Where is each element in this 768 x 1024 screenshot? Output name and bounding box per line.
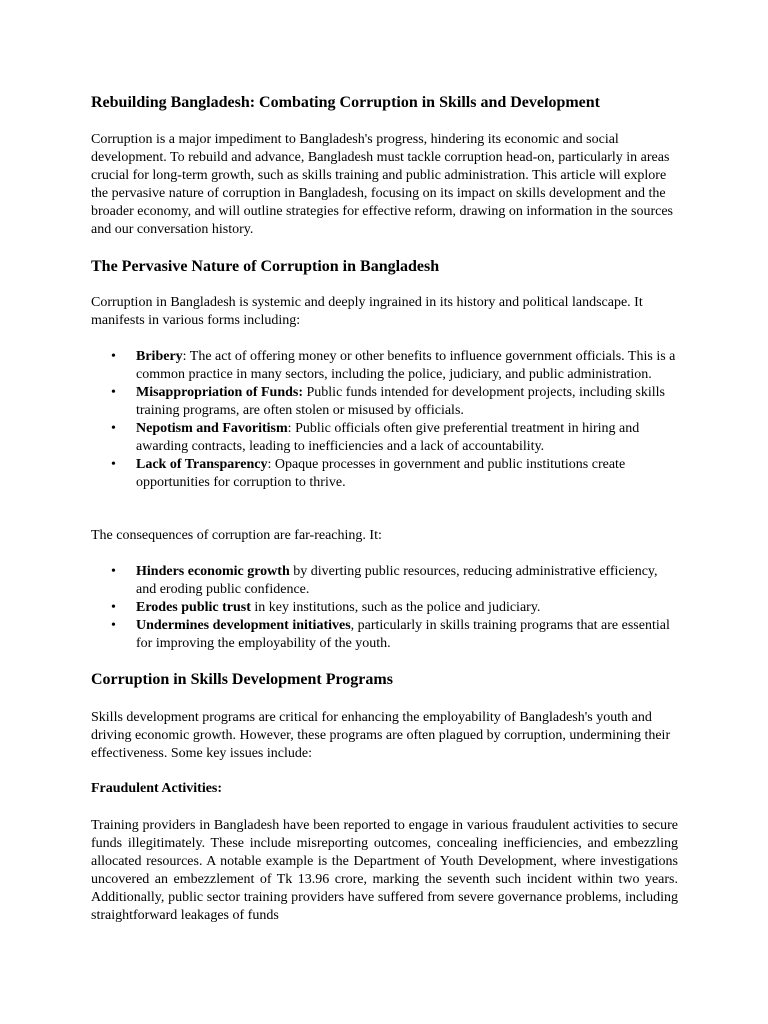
list-item-term: Misappropriation of Funds: (136, 385, 303, 400)
corruption-forms-list (91, 348, 678, 492)
fraud-subheading (91, 780, 678, 798)
list-item-text: , particularly in skills training programs that are essential for improving the employability of the youth. (136, 618, 670, 651)
list-item-sep: : (182, 349, 187, 364)
list-item (136, 384, 678, 420)
list-item-text: in key institutions, such as the police and judiciary. (250, 600, 541, 615)
pervasive-paragraph: Corruption in Bangladesh is systemic and deeply ingrained in its history and political landscape. It manifests in various forms including: (91, 295, 643, 328)
list-item (136, 599, 678, 617)
section-heading-pervasive: The Pervasive Nature of Corruption in Bangladesh (91, 258, 440, 275)
list-item (136, 456, 678, 492)
list-item-text: Opaque processes in government and public institutions create opportunities for corruption to thrive. (136, 457, 626, 490)
list-item-term: Bribery (136, 349, 183, 364)
section-heading-skills: Corruption in Skills Development Programs (91, 671, 393, 688)
list-item-text: by diverting public resources, reducing administrative efficiency, and eroding public confidence. (136, 564, 658, 597)
list-item (136, 563, 678, 599)
list-item-term: Undermines development initiatives (136, 618, 351, 633)
consequences-list (91, 563, 678, 653)
list-item (136, 617, 678, 653)
document-title: Rebuilding Bangladesh: Combating Corruption in Skills and Development (91, 94, 600, 111)
list-item (136, 348, 678, 384)
list-item-text: Public officials often give preferential treatment in hiring and awarding contracts, leading to inefficiencies and a lack of accountability. (136, 421, 640, 454)
skills-paragraph: Skills development programs are critical for enhancing the employability of Bangladesh's youth and driving economic growth. However, these programs are often plagued by corruption, undermining their effectiveness. Some key issues include: (91, 710, 671, 761)
fraud-subheading-text: Fraudulent Activities: (91, 781, 223, 796)
list-item (136, 420, 678, 456)
list-item-term: Lack of Transparency (136, 457, 268, 472)
intro-paragraph: Corruption is a major impediment to Bangladesh's progress, hindering its economic and social development. To rebuild and advance, Bangladesh must tackle corruption head-on, particularly in areas crucial for long-term growth, such as skills training and public administration. This article will explore the pervasive nature of corruption in Bangladesh, focusing on its impact on skills development and the broader economy, and will outline strategies for effective reform, drawing on information in the sources and our conversation history. (91, 132, 673, 237)
list-item-text: The act of offering money or other benefits to influence government officials. This is a common practice in many sectors, including the police, judiciary, and public administration. (136, 349, 676, 382)
list-item-sep: : (267, 457, 272, 472)
list-item-term: Erodes public trust (136, 600, 251, 615)
fraud-paragraph: Training providers in Bangladesh have been reported to engage in various fraudulent activities to secure funds illegitimately. These include misreporting outcomes, concealing inefficiencies, and embezzling allocated resources. A notable example is the Department of Youth Development, where investigations uncovered an embezzlement of Tk 13.96 crore, marking the seventh such incident within two years. Additionally, public sector training providers have suffered from severe governance problems, including straightforward leakages of funds (91, 818, 678, 923)
list-item-text: Public funds intended for development projects, including skills training programs, are often stolen or misused by officials. (136, 385, 665, 418)
list-item-term: Hinders economic growth (136, 564, 290, 579)
consequences-intro: The consequences of corruption are far-reaching. It: (91, 528, 382, 543)
list-item-term: Nepotism and Favoritism (136, 421, 288, 436)
list-item-sep: : (287, 421, 292, 436)
